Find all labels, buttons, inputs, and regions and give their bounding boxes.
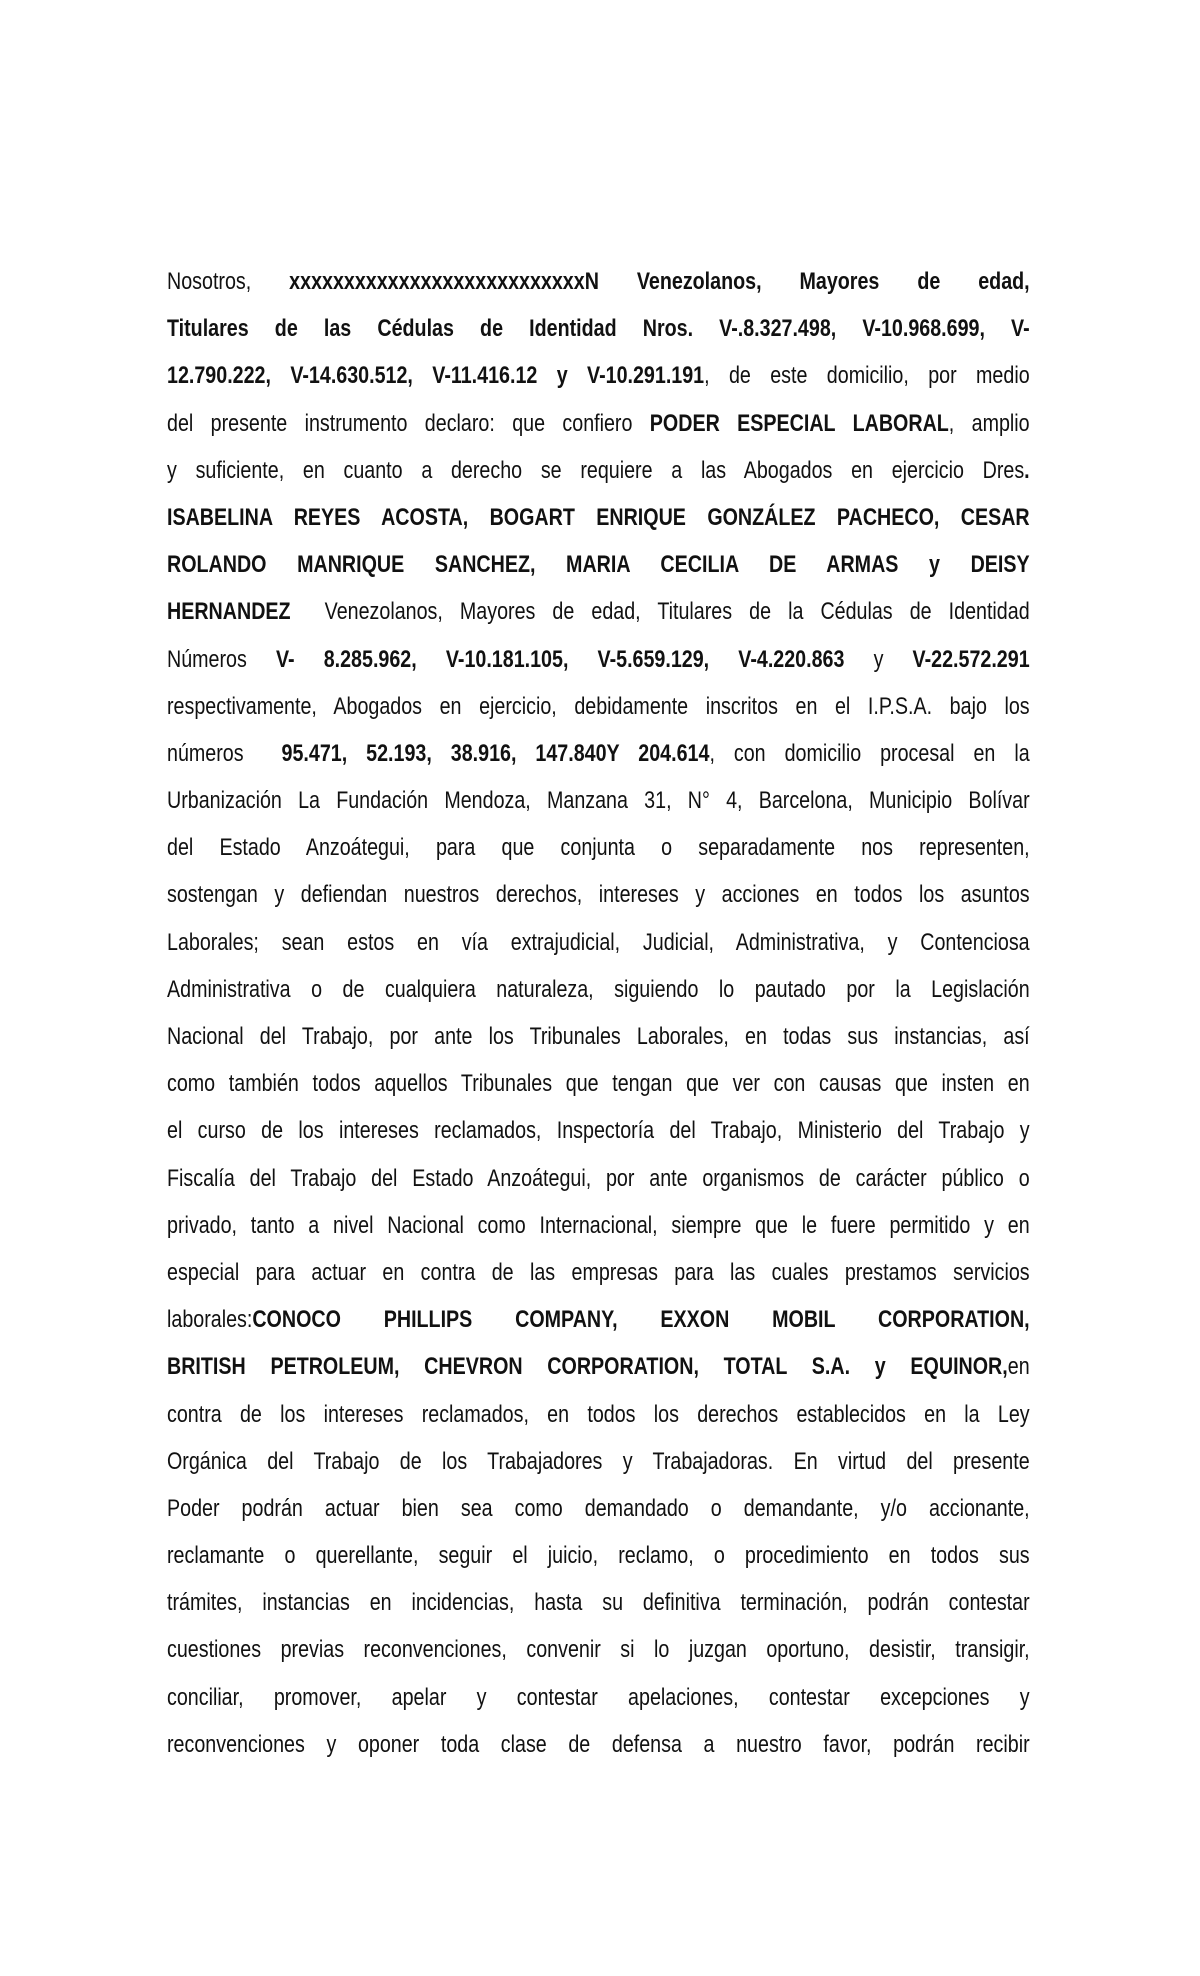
text-line <box>167 1296 1030 1343</box>
text-line <box>167 1721 1030 1768</box>
bold-text-segment: V-22.572.291 <box>912 645 1030 673</box>
text-segment: Venezolanos, Mayores de edad, Titulares de la Cédulas de Identidad <box>290 598 1030 626</box>
text-segment: Números <box>167 645 276 673</box>
text-segment: reconvenciones y oponer toda clase de defensa a nuestro favor, podrán recibir <box>167 1730 1030 1758</box>
text-line <box>167 494 1030 541</box>
text-line <box>167 1579 1030 1626</box>
text-line <box>167 966 1030 1013</box>
text-line <box>167 541 1030 588</box>
text-segment: Laborales; sean estos en vía extrajudicial, Judicial, Administrativa, y Contenciosa <box>167 928 1030 956</box>
text-segment: Urbanización La Fundación Mendoza, Manzana 31, N° 4, Barcelona, Municipio Bolívar <box>167 787 1030 815</box>
text-line <box>167 1013 1030 1060</box>
text-segment: números <box>167 739 282 767</box>
text-line <box>167 588 1030 635</box>
text-line <box>167 636 1030 683</box>
text-segment: , de este domicilio, por medio <box>704 362 1030 390</box>
bold-text-segment: Titulares de las Cédulas de Identidad Nros. V-.8.327.498, V-10.968.699, V- <box>167 315 1030 343</box>
text-line <box>167 1060 1030 1107</box>
bold-text-segment: V- 8.285.962, V-10.181.105, V-5.659.129, V-4.220.863 <box>275 645 845 673</box>
text-segment: , amplio <box>948 409 1030 437</box>
text-segment: del presente instrumento declaro: que confiero <box>167 409 650 437</box>
text-segment: cuestiones previas reconvenciones, convenir si lo juzgan oportuno, desistir, transigir, <box>167 1636 1030 1664</box>
text-line <box>167 1532 1030 1579</box>
text-line <box>167 1202 1030 1249</box>
text-segment: del Estado Anzoátegui, para que conjunta o separadamente nos representen, <box>167 834 1030 862</box>
text-segment: Nacional del Trabajo, por ante los Tribunales Laborales, en todas sus instancias, así <box>167 1023 1030 1050</box>
text-segment: especial para actuar en contra de las empresas para las cuales prestamos servicios <box>167 1258 1030 1286</box>
text-segment: Nosotros, <box>167 268 290 295</box>
text-segment: Poder podrán actuar bien sea como demandado o demandante, y/o accionante, <box>167 1494 1030 1522</box>
text-line <box>167 730 1030 777</box>
bold-text-segment: CONOCO PHILLIPS COMPANY, EXXON MOBIL CORPORATION, <box>252 1306 1030 1334</box>
bold-text-segment: 12.790.222, V-14.630.512, V-11.416.12 y V-10.291.191 <box>167 362 705 390</box>
bold-text-segment: ISABELINA REYES ACOSTA, BOGART ENRIQUE GONZÁLEZ PACHECO, CESAR <box>167 503 1030 531</box>
text-segment: laborales: <box>167 1306 253 1334</box>
text-segment: reclamante o querellante, seguir el juicio, reclamo, o procedimiento en todos sus <box>167 1542 1030 1570</box>
text-segment: , con domicilio procesal en la <box>709 739 1030 767</box>
bold-text-segment: HERNANDEZ <box>167 598 291 626</box>
text-line <box>167 305 1030 352</box>
text-line <box>167 1107 1030 1154</box>
text-segment: privado, tanto a nivel Nacional como Internacional, siempre que le fuere permitido y en <box>167 1211 1030 1239</box>
text-segment: contra de los intereses reclamados, en todos los derechos establecidos en la Ley <box>167 1400 1030 1428</box>
text-line <box>167 1391 1030 1438</box>
text-line <box>167 919 1030 966</box>
text-line <box>167 1674 1030 1721</box>
bold-text-segment: xxxxxxxxxxxxxxxxxxxxxxxxxxxN Venezolanos, Mayores de edad, <box>289 268 1030 295</box>
bold-text-segment: . <box>1024 456 1030 484</box>
text-segment: Orgánica del Trabajo de los Trabajadores y Trabajadoras. En virtud del presente <box>167 1447 1030 1475</box>
text-line <box>167 824 1030 871</box>
bold-text-segment: 95.471, 52.193, 38.916, 147.840Y 204.614 <box>281 739 710 767</box>
text-segment: el curso de los intereses reclamados, Inspectoría del Trabajo, Ministerio del Trabajo y <box>167 1117 1030 1145</box>
text-line <box>167 1438 1030 1485</box>
text-line <box>167 1343 1030 1390</box>
text-segment: sostengan y defiendan nuestros derechos, intereses y acciones en todos los asuntos <box>167 881 1030 909</box>
text-line <box>167 1249 1030 1296</box>
text-segment: y suficiente, en cuanto a derecho se requiere a las Abogados en ejercicio Dres <box>167 456 1025 484</box>
bold-text-segment: ROLANDO MANRIQUE SANCHEZ, MARIA CECILIA DE ARMAS y DEISY <box>167 551 1030 579</box>
text-line <box>167 352 1030 399</box>
text-line <box>167 777 1030 824</box>
text-line <box>167 258 1030 305</box>
text-segment: respectivamente, Abogados en ejercicio, debidamente inscritos en el I.P.S.A. bajo los <box>167 692 1030 720</box>
text-segment: como también todos aquellos Tribunales que tengan que ver con causas que insten en <box>167 1070 1030 1098</box>
power-of-attorney-body <box>167 258 1030 1768</box>
text-segment: conciliar, promover, apelar y contestar apelaciones, contestar excepciones y <box>167 1683 1030 1711</box>
text-segment: y <box>844 645 913 673</box>
text-line <box>167 683 1030 730</box>
text-segment: en <box>1007 1353 1030 1381</box>
bold-text-segment: BRITISH PETROLEUM, CHEVRON CORPORATION, TOTAL S.A. y EQUINOR, <box>167 1353 1008 1381</box>
text-line <box>167 871 1030 918</box>
text-segment: Administrativa o de cualquiera naturaleza, siguiendo lo pautado por la Legislación <box>167 975 1030 1003</box>
text-line <box>167 1626 1030 1673</box>
bold-text-segment: PODER ESPECIAL LABORAL <box>649 409 949 437</box>
text-line <box>167 400 1030 447</box>
text-line <box>167 1485 1030 1532</box>
text-segment: Fiscalía del Trabajo del Estado Anzoátegui, por ante organismos de carácter público o <box>167 1164 1030 1192</box>
text-line <box>167 447 1030 494</box>
text-line <box>167 1155 1030 1202</box>
text-segment: trámites, instancias en incidencias, hasta su definitiva terminación, podrán contestar <box>167 1589 1030 1617</box>
